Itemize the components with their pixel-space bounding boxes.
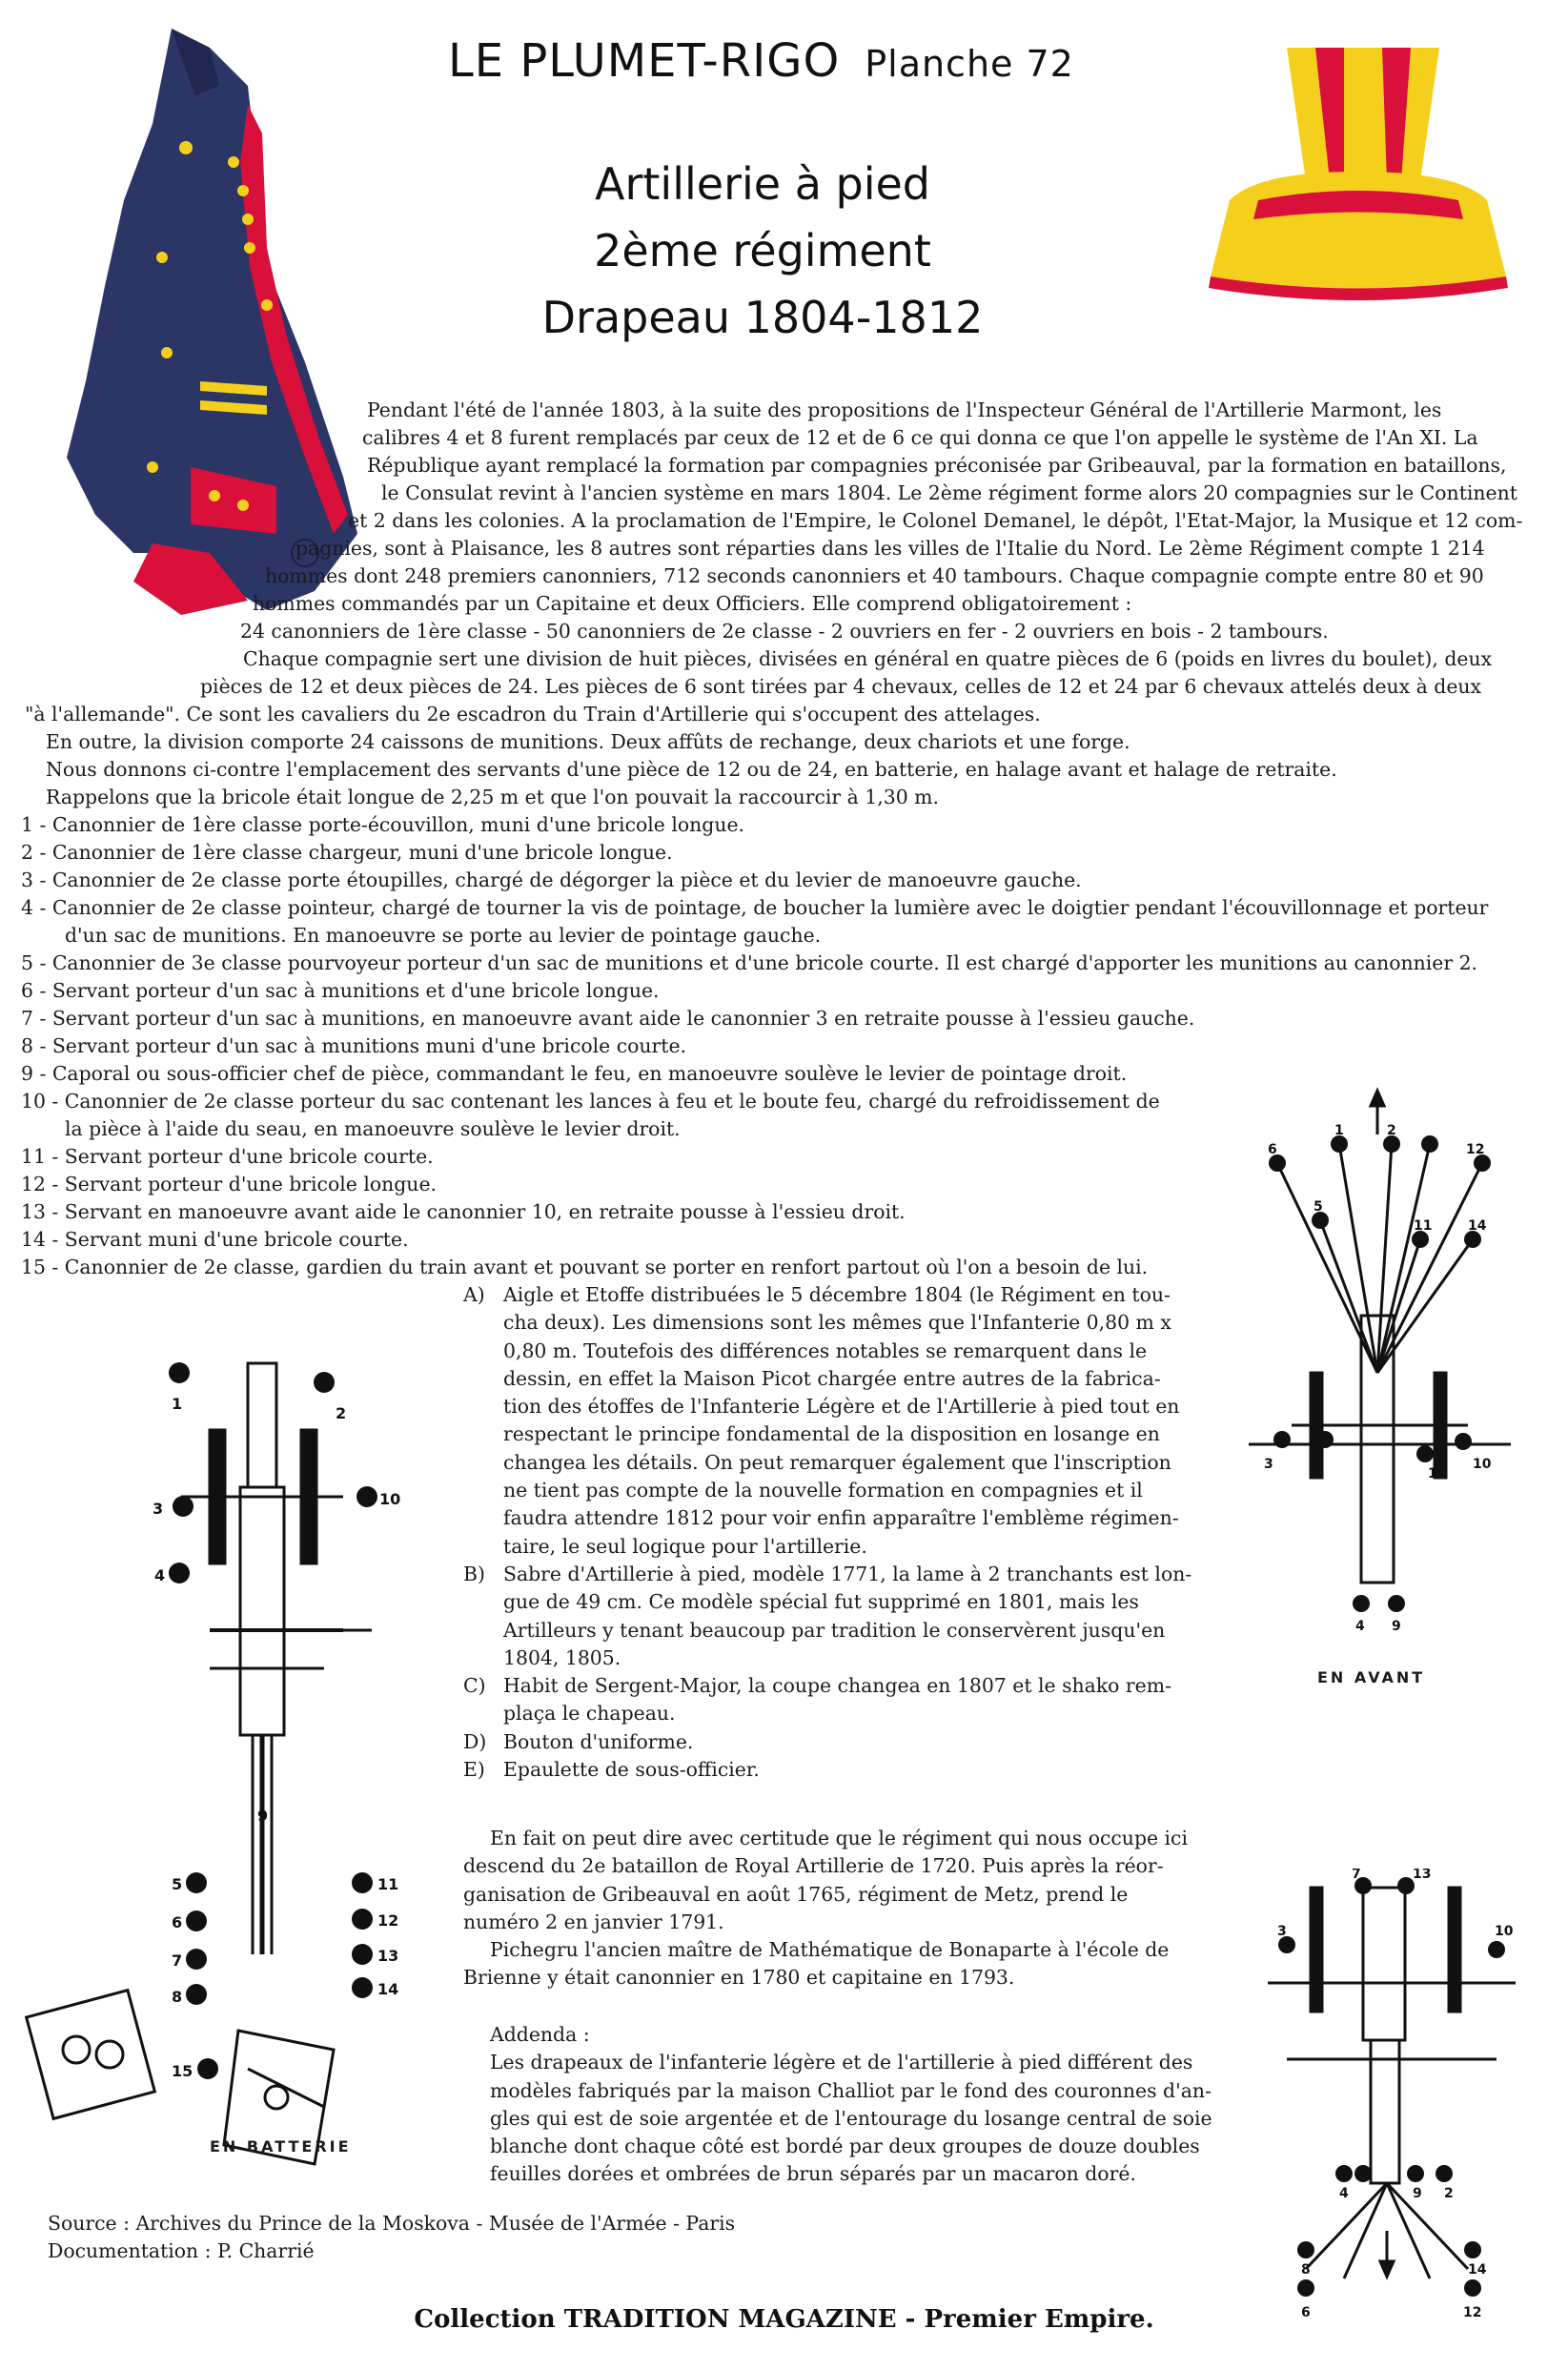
servant-dot [314, 1372, 335, 1393]
addenda-title: Addenda : [490, 2023, 590, 2046]
servant-number: 5 [172, 1875, 183, 1893]
note-text: changea les détails. On peut remarquer également que l'inscription [503, 1450, 1171, 1474]
history-line: Pichegru l'ancien maître de Mathématique de Bonaparte à l'école de [490, 1938, 1170, 1962]
intro-line: Rappelons que la bricole était longue de 2,25 m et que l'on pouvait la raccourcir à 1,30 m. [46, 786, 939, 808]
svg-text:13: 13 [1413, 1869, 1432, 1882]
svg-text:10: 10 [1473, 1457, 1492, 1472]
documentation-text: Documentation : P. Charrié [48, 2239, 315, 2262]
intro-line: pièces de 12 et deux pièces de 24. Les pièces de 6 sont tirées par 4 chevaux, celles de 12 et 24 par 6 chevaux attelés deux à deux [200, 675, 1482, 698]
svg-text:7: 7 [1313, 1457, 1323, 1472]
servant-dot [1421, 1135, 1438, 1153]
servant-dot [169, 1563, 190, 1583]
servant-number: 12 [377, 1911, 399, 1930]
intro-line: Chaque compagnie sert une division de huit pièces, divisées en général en quatre pièces de 6 (poids en livres du boulet), deux [243, 647, 1493, 670]
intro-line: hommes dont 248 premiers canonniers, 712 seconds canonniers et 40 tambours. Chaque compagnie compte entre 80 et 90 [265, 564, 1484, 587]
diagram-label-avant: EN AVANT [1317, 1668, 1426, 1686]
servant-item: 12 - Servant porteur d'une bricole longue. [21, 1173, 437, 1195]
servant-item: 3 - Canonnier de 2e classe porte étoupilles, chargé de dégorger la pièce et du levier de manoeuvre gauche. [21, 868, 1082, 891]
history-line: En fait on peut dire avec certitude que le régiment qui nous occupe ici [490, 1827, 1189, 1849]
svg-text:4: 4 [1339, 2186, 1349, 2201]
note-text: faudra attendre 1812 pour voir enfin apparaître l'emblème régimen- [503, 1506, 1179, 1530]
servant-item: 15 - Canonnier de 2e classe, gardien du train avant et pouvant se porter en renfort partout où l'on a besoin de lui. [21, 1256, 1149, 1278]
intro-line: République ayant remplacé la formation par compagnies préconisée par Gribeauval, par la formation en bataillons, [367, 454, 1507, 477]
intro-line: Pendant l'été de l'année 1803, à la suite des propositions de l'Inspecteur Général de l'Artillerie Marmont, les [367, 398, 1442, 421]
note-text: tion des étoffes de l'Infanterie Légère et de l'Artillerie à pied tout en [503, 1395, 1180, 1419]
servant-item: 14 - Servant muni d'une bricole courte. [21, 1228, 409, 1251]
note-text: 0,80 m. Toutefois des différences notables se remarquent dans le [503, 1338, 1148, 1362]
note-b [463, 1561, 1191, 1588]
servant-dot [1455, 1433, 1472, 1450]
servant-item-continued: d'un sac de munitions. En manoeuvre se porte au levier de pointage gauche. [65, 924, 822, 947]
servant-dot [186, 1910, 207, 1931]
note-text: respectant le principe fondamental de la disposition en losange en [503, 1422, 1160, 1446]
history-line: Brienne y était canonnier en 1780 et capitaine en 1793. [463, 1966, 1015, 1990]
note-letter: A) [463, 1283, 485, 1306]
note-text: Artilleurs y tenant beaucoup par tradition le conservèrent jusqu'en [503, 1618, 1166, 1642]
note-text: ne tient pas compte de la nouvelle formation en compagnies et il [503, 1479, 1143, 1502]
servant-item: 6 - Servant porteur d'un sac à munitions et d'une bricole longue. [21, 979, 660, 1002]
intro-line: et 2 dans les colonies. A la proclamation de l'Empire, le Colonel Demanel, le dépôt, l'Etat-Major, la Musique et 12 com- [348, 509, 1523, 532]
note-letter: B) [463, 1562, 485, 1585]
addenda-line: modèles fabriqués par la maison Challiot par le fond des couronnes d'an- [490, 2078, 1212, 2102]
note-text: plaça le chapeau. [503, 1702, 676, 1726]
svg-text:12: 12 [1463, 2305, 1482, 2320]
title-text: LE PLUMET-RIGO [448, 34, 841, 88]
servant-dot [356, 1486, 377, 1507]
svg-text:3: 3 [1264, 1457, 1273, 1472]
note-text: gue de 49 cm. Ce modèle spécial fut supprimé en 1801, mais les [503, 1590, 1139, 1614]
servant-dot [173, 1496, 193, 1517]
note-a [463, 1281, 1191, 1309]
servant-dot [186, 1872, 207, 1893]
intro-line: hommes commandés par un Capitaine et deux Officiers. Elle comprend obligatoirement : [253, 592, 1132, 615]
intro-line: 24 canonniers de 1ère classe - 50 canonniers de 2e classe - 2 ouvriers en fer - 2 ouvriers en bois - 2 tambours. [240, 620, 1329, 643]
svg-text:11: 11 [1414, 1218, 1433, 1234]
servant-number: 10 [379, 1490, 401, 1508]
servant-number: 1 [172, 1395, 183, 1413]
svg-text:6: 6 [1301, 2305, 1311, 2320]
note-text: dessin, en effet la Maison Picot chargée entre autres de la fabrica- [503, 1366, 1161, 1390]
note-e [463, 1756, 1191, 1784]
note-text: 1804, 1805. [503, 1645, 621, 1669]
note-text: Aigle et Etoffe distribuées le 5 décembre 1804 (le Régiment en tou- [503, 1283, 1171, 1306]
history-line: descend du 2e bataillon de Royal Artillerie de 1720. Puis après la réor- [463, 1854, 1164, 1878]
svg-text:4: 4 [1355, 1619, 1365, 1634]
svg-text:14: 14 [1468, 2262, 1487, 2278]
servant-number: 2 [336, 1404, 347, 1422]
history-line: ganisation de Gribeauval en août 1765, régiment de Metz, prend le [463, 1882, 1129, 1906]
note-c [463, 1672, 1191, 1700]
addenda [490, 2021, 1212, 2189]
servant-number: 7 [172, 1951, 183, 1970]
servant-item: 10 - Canonnier de 2e classe porteur du sac contenant les lances à feu et le boute feu, chargé du refroidissement de [21, 1090, 1160, 1113]
servant-dot [1297, 2241, 1314, 2258]
servant-dot [1407, 2165, 1424, 2182]
svg-text:1: 1 [1334, 1123, 1344, 1138]
svg-text:2: 2 [1387, 1123, 1396, 1138]
servant-item: 1 - Canonnier de 1ère classe porte-écouvillon, muni d'une bricole longue. [21, 813, 744, 836]
svg-text:3: 3 [1277, 1924, 1287, 1939]
diagram-en-batterie [19, 1344, 419, 2202]
intro-line: En outre, la division comporte 24 caissons de munitions. Deux affûts de rechange, deux chariots et une forge. [46, 730, 1130, 753]
servant-dot [169, 1362, 190, 1383]
servant-dot [186, 1949, 207, 1970]
servant-dot [1335, 2165, 1353, 2182]
intro-line: Nous donnons ci-contre l'emplacement des servants d'une pièce de 12 ou de 24, en batterie, en halage avant et halage de retraite. [46, 758, 1337, 781]
servant-item: 9 - Caporal ou sous-officier chef de pièce, commandant le feu, en manoeuvre soulève le levier de pointage droit. [21, 1062, 1128, 1085]
svg-text:10: 10 [1495, 1924, 1514, 1939]
note-text: taire, le seul logique pour l'artillerie. [503, 1534, 867, 1558]
servant-item: 11 - Servant porteur d'une bricole courte. [21, 1145, 434, 1168]
servant-dot [352, 1977, 373, 1998]
note-text: Habit de Sergent-Major, la coupe changea en 1807 et le shako rem- [503, 1674, 1171, 1698]
svg-text:9: 9 [1413, 2186, 1422, 2201]
note-text: Sabre d'Artillerie à pied, modèle 1771, la lame à 2 tranchants est lon- [503, 1562, 1192, 1585]
servant-item: 2 - Canonnier de 1ère classe chargeur, muni d'une bricole longue. [21, 841, 673, 864]
servant-dot [1297, 2279, 1314, 2297]
servant-item: 13 - Servant en manoeuvre avant aide le canonnier 10, en retraite pousse à l'essieu droit. [21, 1200, 906, 1223]
addenda-line: gles qui est de soie argentée et de l'entourage du losange central de soie [490, 2106, 1212, 2130]
source-block [48, 2210, 735, 2265]
servant-dot [352, 1909, 373, 1930]
servant-item-continued: la pièce à l'aide du seau, en manoeuvre soulève le levier droit. [65, 1117, 681, 1140]
history-line: numéro 2 en janvier 1791. [463, 1910, 724, 1933]
addenda-line: feuilles dorées et ombrées de brun séparés par un macaron doré. [490, 2162, 1136, 2186]
note-letter: E) [463, 1758, 485, 1782]
notes-list [463, 1281, 1191, 1784]
servant-dot [186, 1984, 207, 2005]
planche-number: Planche 72 [865, 43, 1074, 85]
servant-number: 11 [377, 1875, 399, 1893]
servant-item: 5 - Canonnier de 3e classe pourvoyeur porteur d'un sac de munitions et d'une bricole courte. Il est chargé d'apporter les munitions au canonnier 2. [21, 951, 1478, 974]
svg-text:9: 9 [1392, 1619, 1401, 1634]
servant-item: 4 - Canonnier de 2e classe pointeur, chargé de tourner la vis de pointage, de boucher la lumière avec le doigtier pendant l'écouvillonnage et porteur [21, 896, 1489, 919]
note-text: Bouton d'uniforme. [503, 1729, 694, 1753]
subtitle-line-3: Drapeau 1804-1812 [541, 292, 984, 343]
servant-dot [352, 1944, 373, 1965]
svg-text:8: 8 [1301, 2262, 1311, 2278]
svg-text:6: 6 [1268, 1142, 1277, 1157]
servant-number: 6 [172, 1913, 183, 1931]
servant-dot [1488, 1941, 1505, 1958]
svg-text:12: 12 [1466, 1142, 1485, 1157]
servant-dot [1353, 1595, 1370, 1612]
intro-line: pagnies, sont à Plaisance, les 8 autres sont réparties dans les villes de l'Italie du Nord. Le 2ème Régiment compte 1 214 [295, 537, 1485, 560]
note-letter: C) [463, 1674, 486, 1698]
diagram-label-batterie: EN BATTERIE [210, 2137, 352, 2155]
servant-dot [1388, 1595, 1405, 1612]
servant-item: 7 - Servant porteur d'un sac à munitions, en manoeuvre avant aide le canonnier 3 en retraite pousse à l'essieu gauche. [21, 1007, 1195, 1030]
svg-text:7: 7 [1352, 1869, 1361, 1882]
subtitle-line-2: 2ème régiment [594, 225, 931, 276]
diagram-en-avant [1239, 1077, 1516, 1668]
svg-text:5: 5 [1313, 1199, 1323, 1215]
history-paragraph [463, 1825, 1189, 1992]
note-d [463, 1728, 1191, 1756]
addenda-line: Les drapeaux de l'infanterie légère et de l'artillerie à pied différent des [490, 2051, 1193, 2074]
servant-dot [1354, 2165, 1372, 2182]
servant-item: 8 - Servant porteur d'un sac à munitions muni d'une bricole courte. [21, 1034, 687, 1057]
servant-dot [1436, 2165, 1453, 2182]
note-text: cha deux). Les dimensions sont les mêmes que l'Infanterie 0,80 m x [503, 1311, 1171, 1335]
intro-line: "à l'allemande". Ce sont les cavaliers du 2e escadron du Train d'Artillerie qui s'occupent des attelages. [25, 703, 1041, 725]
svg-text:13: 13 [1428, 1466, 1447, 1481]
intro-line: calibres 4 et 8 furent remplacés par ceux de 12 et de 6 ce qui donna ce que l'on appelle le système de l'An XI. La [362, 426, 1478, 449]
servant-number: 4 [154, 1566, 166, 1584]
note-text: Epaulette de sous-officier. [503, 1758, 760, 1782]
servant-dot [197, 2058, 218, 2079]
subtitle-line-1: Artillerie à pied [595, 158, 930, 210]
note-letter: D) [463, 1729, 487, 1753]
page-title [448, 34, 1074, 88]
diagram-retraite [1249, 1869, 1525, 2326]
servant-dot [1464, 2279, 1481, 2297]
servant-number: 13 [377, 1947, 399, 1965]
servant-number: 8 [172, 1988, 183, 2006]
servant-dot [1464, 2241, 1481, 2258]
addenda-line: blanche dont chaque côté est bordé par deux groupes de douze doubles [490, 2135, 1200, 2158]
footer-collection: Collection TRADITION MAGAZINE - Premier Empire. [414, 2305, 1154, 2334]
svg-text:2: 2 [1444, 2186, 1454, 2201]
svg-text:14: 14 [1468, 1218, 1487, 1234]
source-text: Source : Archives du Prince de la Moskova - Musée de l'Armée - Paris [48, 2212, 736, 2235]
servant-number: 9 [257, 1807, 269, 1825]
servant-dot [1416, 1445, 1434, 1462]
intro-line: le Consulat revint à l'ancien système en mars 1804. Le 2ème régiment forme alors 20 compagnies sur le Continent [381, 481, 1517, 504]
servant-number: 14 [377, 1980, 399, 1998]
servant-number: 15 [172, 2062, 193, 2080]
servant-dot [352, 1872, 373, 1893]
epaulette-illustration [1201, 38, 1516, 315]
servant-number: 3 [153, 1500, 164, 1518]
